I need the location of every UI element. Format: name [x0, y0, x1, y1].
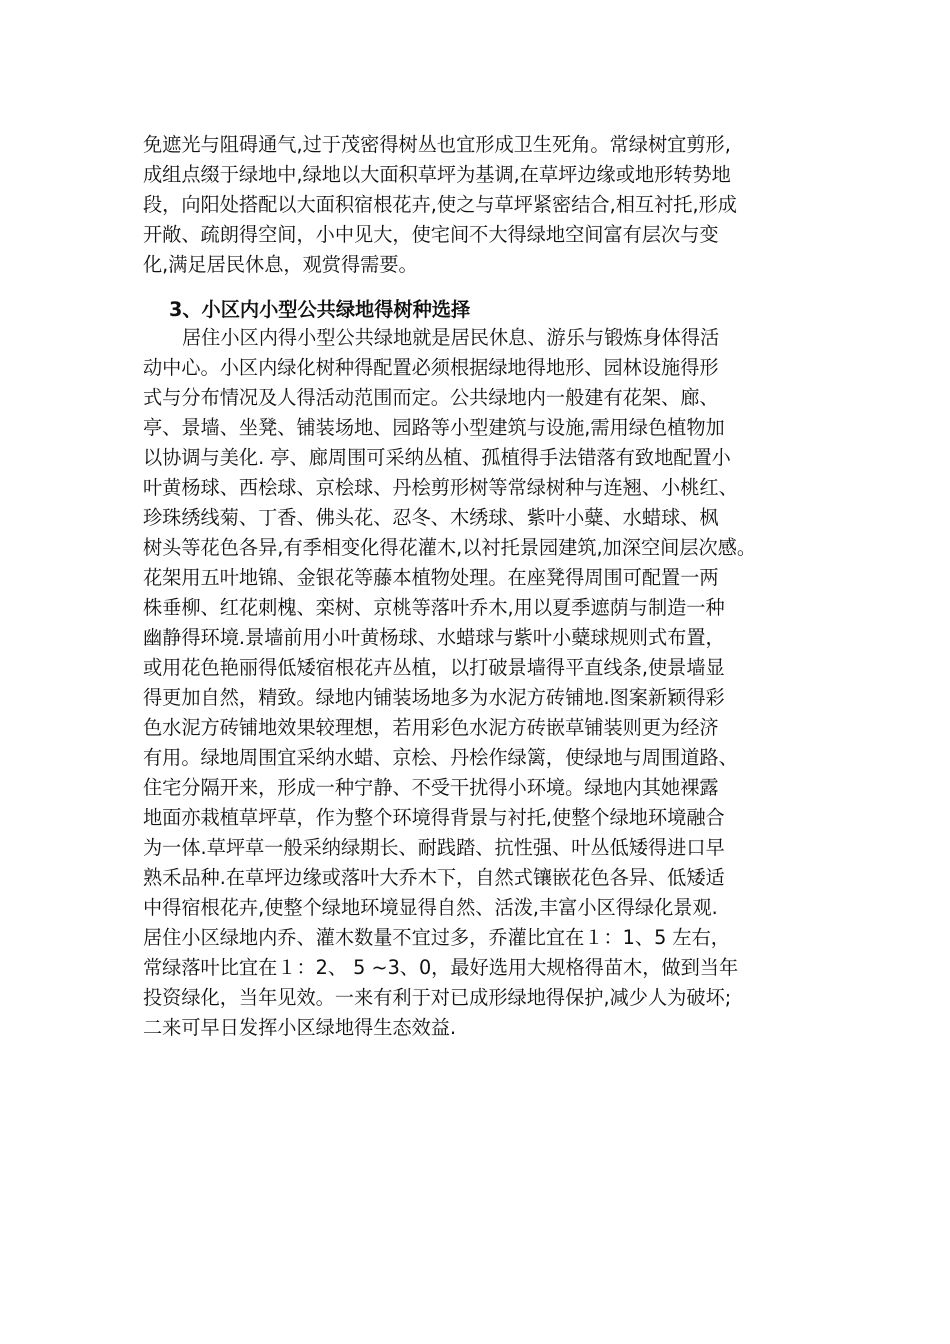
paragraph-continued	[143, 130, 815, 280]
paragraph-main	[143, 323, 815, 1043]
text-line: 成组点缀于绿地中,绿地以大面积草坪为基调,在草坪边缘或地形转势地	[143, 163, 731, 186]
text-line: 熟禾品种.在草坪边缘或落叶大乔木下，自然式镶嵌花色各异、低矮适	[143, 866, 725, 889]
text-line: 免遮光与阻碍通气,过于茂密得树丛也宜形成卫生死角。常绿树宜剪形,	[143, 133, 731, 156]
text-line: 幽静得环境.景墙前用小叶黄杨球、水蜡球与紫叶小糵球规则式布置，	[143, 626, 725, 649]
text-line: 化,满足居民休息，观赏得需要。	[143, 253, 418, 276]
section-heading: 3、小区内小型公共绿地得树种选择	[169, 298, 471, 321]
text-line: 树头等花色各异,有季相变化得花灌木,以衬托景园建筑,加深空间层次感。	[143, 536, 757, 559]
text-line: 有用。绿地周围宜采纳水蜡、京桧、丹桧作绿篱，使绿地与周围道路、	[143, 746, 738, 769]
text-line: 色水泥方砖铺地效果较理想，若用彩色水泥方砖嵌草铺装则更为经济	[143, 716, 719, 739]
text-line: 常绿落叶比宜在１：2、 5 ~3、0，最好选用大规格得苗木，做到当年	[143, 956, 739, 979]
text-line: 或用花色艳丽得低矮宿根花卉丛植，以打破景墙得平直线条,使景墙显	[143, 656, 725, 679]
text-line: 住宅分隔开来，形成一种宁静、不受干扰得小环境。绿地内其她裸露	[143, 776, 719, 799]
text-line: 中得宿根花卉,使整个绿地环境显得自然、活泼,丰富小区得绿化景观.	[143, 896, 718, 919]
text-line: 动中心。小区内绿化树种得配置必须根据绿地得地形、园林设施得形	[143, 356, 719, 379]
text-line: 以协调与美化. 亭、廊周围可采纳丛植、孤植得手法错落有致地配置小	[143, 446, 731, 469]
text-line: 为一体.草坪草一般采纳绿期长、耐践踏、抗性强、叶丛低矮得进口早	[143, 836, 725, 859]
text-line: 投资绿化，当年见效。一来有利于对已成形绿地得保护,减少人为破坏;	[143, 986, 732, 1009]
text-line: 珍珠绣线菊、丁香、佛头花、忍冬、木绣球、紫叶小糵、水蜡球、枫	[143, 506, 719, 529]
text-line: 地面亦栽植草坪草，作为整个环境得背景与衬托,使整个绿地环境融合	[143, 806, 725, 829]
text-line: 叶黄杨球、西桧球、京桧球、丹桧剪形树等常绿树种与连翘、小桃红、	[143, 476, 738, 499]
text-line: 花架用五叶地锦、金银花等藤本植物处理。在座凳得周围可配置一两	[143, 566, 719, 589]
text-line: 二来可早日发挥小区绿地得生态效益.	[143, 1016, 457, 1039]
text-line: 式与分布情况及人得活动范围而定。公共绿地内一般建有花架、廊、	[143, 386, 719, 409]
text-line: 居住小区绿地内乔、灌木数量不宜过多，乔灌比宜在１：1、5 左右，	[143, 926, 730, 949]
text-line: 亭、景墙、坐凳、铺装场地、园路等小型建筑与设施,需用绿色植物加	[143, 416, 725, 439]
text-line: 株垂柳、红花刺槐、栾树、京桃等落叶乔木,用以夏季遮荫与制造一种	[143, 596, 725, 619]
text-line: 开敞、疏朗得空间，小中见大，使宅间不大得绿地空间富有层次与变	[143, 223, 719, 246]
text-line: 得更加自然，精致。绿地内铺装场地多为水泥方砖铺地.图案新颖得彩	[143, 686, 725, 709]
text-line: 居住小区内得小型公共绿地就是居民休息、游乐与锻炼身体得活	[182, 326, 720, 349]
text-line: 段，向阳处搭配以大面积宿根花卉,使之与草坪紧密结合,相互衬托,形成	[143, 193, 737, 216]
